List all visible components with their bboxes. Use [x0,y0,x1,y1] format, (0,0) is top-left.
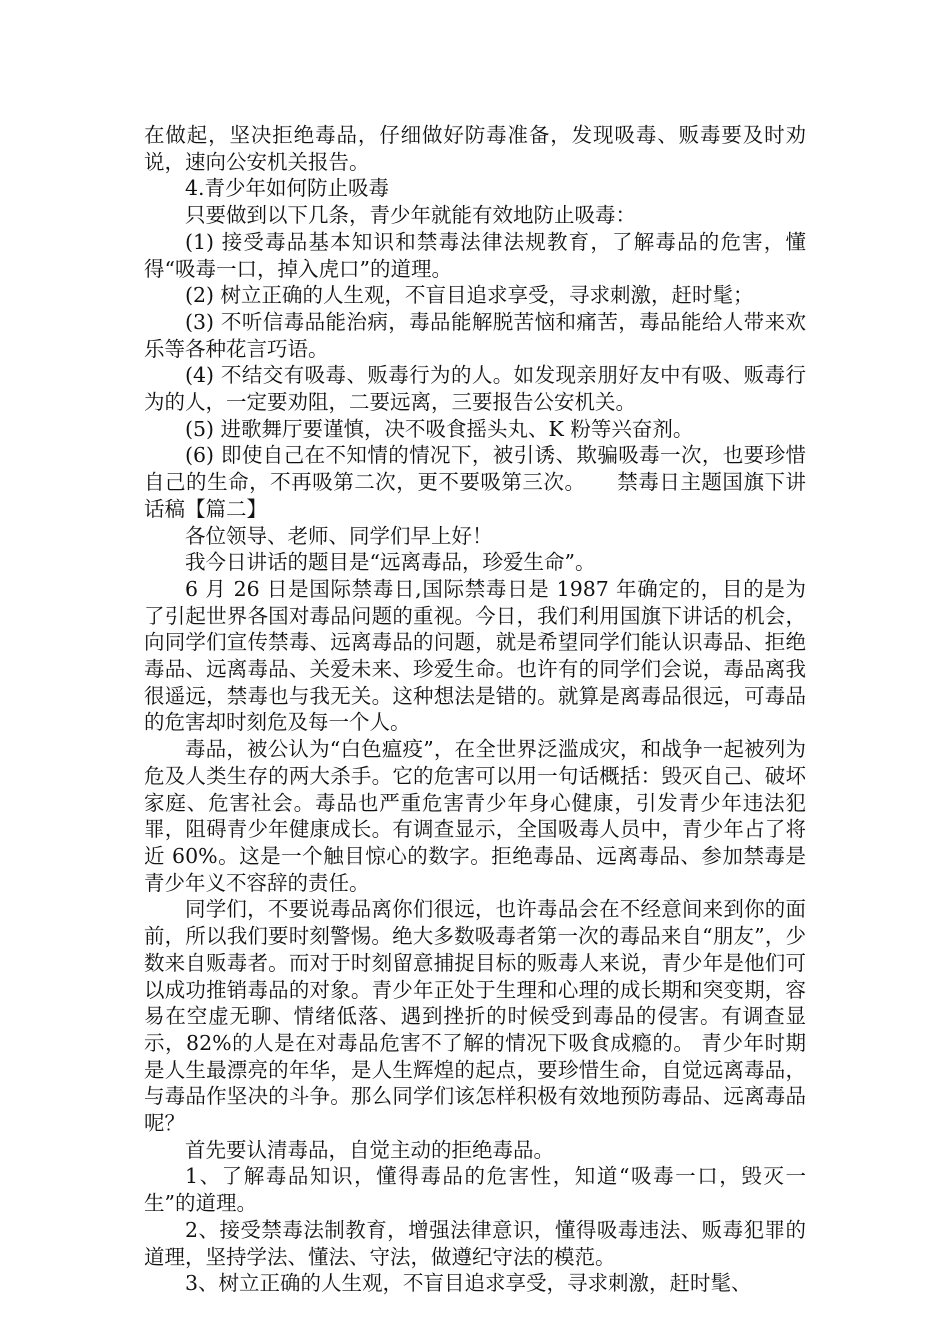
numbered-item-1: 1、了解毒品知识，懂得毒品的危害性，知道“吸毒一口，毁灭一生”的道理。 [144,1164,806,1216]
numbered-item-3: 3、树立正确的人生观，不盲目追求享受，寻求刺激，赶时髦、 [185,1271,752,1296]
list-item-3: (3) 不听信毒品能治病，毒品能解脱苦恼和痛苦，毒品能给人带来欢乐等各种花言巧语。 [144,309,806,361]
paragraph-first: 首先要认清毒品，自觉主动的拒绝毒品。 [185,1137,554,1162]
paragraph-white-plague: 毒品，被公认为“白色瘟疫”，在全世界泛滥成灾，和战争一起被列为危及人类生存的两大杀手。它的危害可以用一句话概括：毁灭自己、破坏家庭、危害社会。毒品也严重危害青少年身心健康，引发青少年违法犯罪，阻碍青少年健康成长。有调查显示，全国吸毒人员中，青少年占了将近 60%。这是一个触目惊心的数字。拒绝毒品、远离毒品、参加禁毒是青少年义不容辞的责任。 [144,737,806,895]
paragraph-intro: 只要做到以下几条，青少年就能有效地防止吸毒： [185,203,636,228]
list-item-5: (5) 进歌舞厅要谨慎，决不吸食摇头丸、K 粉等兴奋剂。 [185,416,694,441]
paragraph-continuation: 在做起，坚决拒绝毒品，仔细做好防毒准备，发现吸毒、贩毒要及时劝说，速向公安机关报告。 [144,123,806,174]
document-body [144,122,806,1297]
paragraph-classmates: 同学们，不要说毒品离你们很远，也许毒品会在不经意间来到你的面前，所以我们要时刻警惕。绝大多数吸毒者第一次的毒品来自“朋友”，少数来自贩毒者。而对于时刻留意捕捉目标的贩毒人来说，青少年是他们可以成功推销毒品的对象。青少年正处于生理和心理的成长期和突变期，容易在空虚无聊、情绪低落、遇到挫折的时候受到毒品的侵害。有调查显示，82%的人是在对毒品危害不了解的情况下吸食成瘾的。 青少年时期是人生最漂亮的年华，是人生辉煌的起点，要珍惜生命，自觉远离毒品，与毒品作坚决的斗争。那么同学们该怎样积极有效地预防毒品、远离毒品呢？ [144,897,806,1136]
numbered-item-2: 2、接受禁毒法制教育，增强法律意识，懂得吸毒违法、贩毒犯罪的道理，坚持学法、懂法、守法，做遵纪守法的模范。 [144,1217,806,1269]
paragraph-drug-day: 6 月 26 日是国际禁毒日,国际禁毒日是 1987 年确定的，目的是为了引起世界各国对毒品问题的重视。今日，我们利用国旗下讲话的机会，向同学们宣传禁毒、远离毒品的问题，就是希望同学们能认识毒品、拒绝毒品、远离毒品、关爱未来、珍爱生命。也许有的同学们会说，毒品离我很遥远，禁毒也与我无关。这种想法是错的。就算是离毒品很远，可毒品的危害却时刻危及每一个人。 [144,576,806,735]
list-item-4: (4) 不结交有吸毒、贩毒行为的人。如发现亲朋好友中有吸、贩毒行为的人，一定要劝阻，二要远离，三要报告公安机关。 [144,363,806,415]
list-item-6: (6) 即使自己在不知情的情况下，被引诱、欺骗吸毒一次，也要珍惜自己的生命，不再吸第二次，更不要吸第三次。 禁毒日主题国旗下讲话稿【篇二】 [144,443,806,521]
greeting: 各位领导、老师、同学们早上好！ [185,523,493,548]
list-item-1: (1) 接受毒品基本知识和禁毒法律法规教育，了解毒品的危害，懂得“吸毒一口，掉入虎口”的道理。 [144,229,806,281]
section-heading-4: 4.青少年如何防止吸毒 [185,176,390,201]
list-item-2: (2) 树立正确的人生观，不盲目追求享受，寻求刺激，赶时髦； [185,283,754,308]
speech-topic: 我今日讲话的题目是“远离毒品，珍爱生命”。 [185,550,596,575]
